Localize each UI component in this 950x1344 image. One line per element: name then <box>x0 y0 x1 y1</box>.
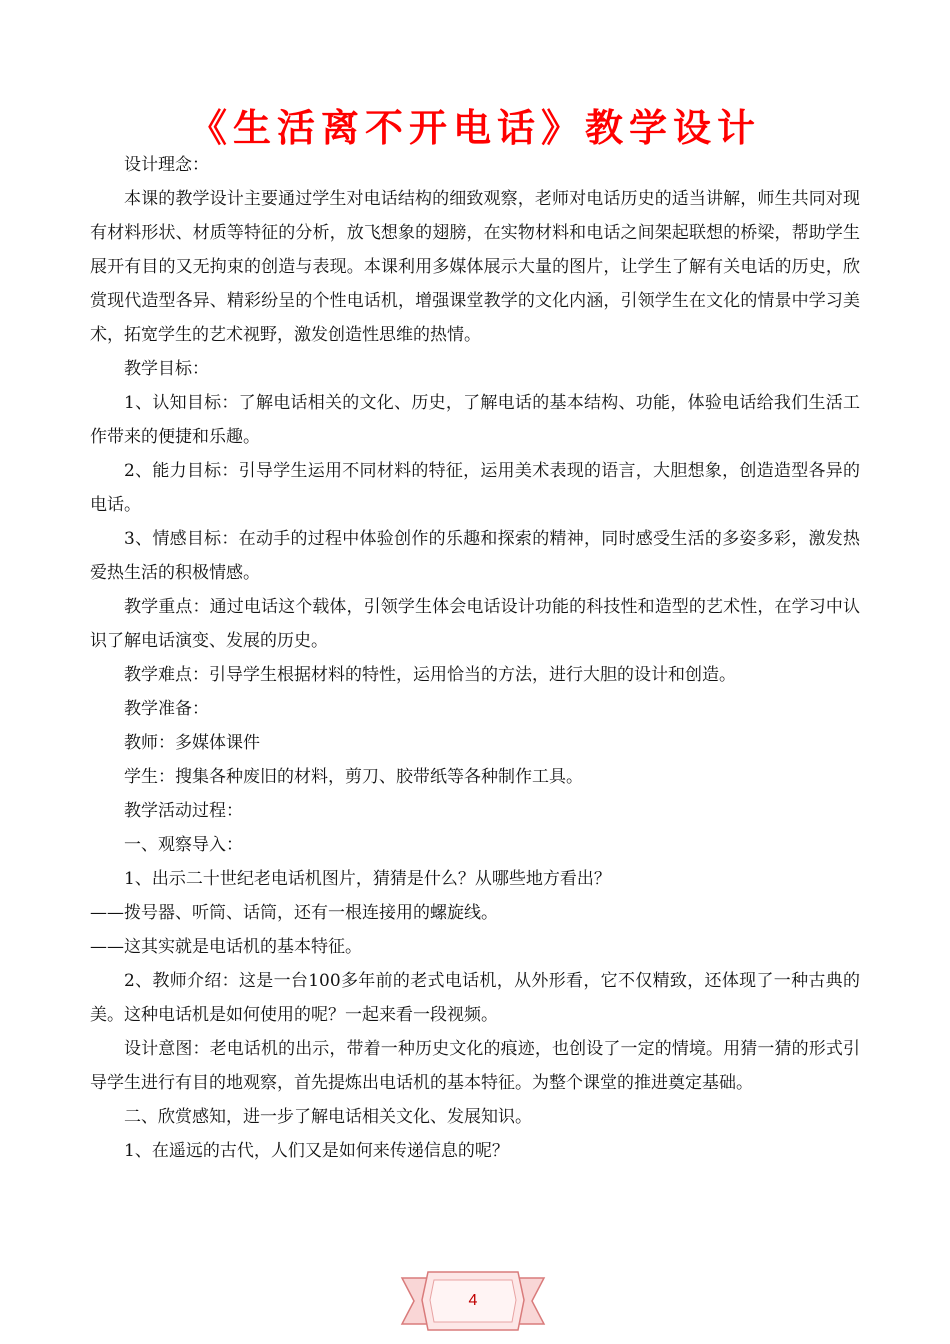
paragraph-answer-1: ——拨号器、听筒、话筒，还有一根连接用的螺旋线。 <box>90 903 498 923</box>
paragraph-design-concept: 本课的教学设计主要通过学生对电话结构的细致观察，老师对电话历史的适当讲解，师生共同对现有材料形状、材质等特征的分析，放飞想象的翅膀，在实物材料和电话之间架起联想的桥梁，帮助学生展开有目的又无拘束的创造与表现。本课利用多媒体展示大量的图片，让学生了解有关电话的历史，欣赏现代造型各异、精彩纷呈的个性电话机，增强课堂教学的文化内涵，引领学生在文化的情景中学习美术，拓宽学生的艺术视野，激发创造性思维的热情。 <box>90 189 860 345</box>
heading-preparation: 教学准备： <box>124 699 209 719</box>
document-title: 《生活离不开电话》教学设计 <box>188 106 761 150</box>
paragraph-design-intent: 设计意图：老电话机的出示，带着一种历史文化的痕迹，也创设了一定的情境。用猜一猜的形式引导学生进行有目的地观察，首先提炼出电话机的基本特征。为整个课堂的推进奠定基础。 <box>90 1039 860 1093</box>
page-number: 4 <box>468 1292 478 1309</box>
paragraph-teacher-prep: 教师：多媒体课件 <box>124 733 260 753</box>
heading-section-2: 二、欣赏感知，进一步了解电话相关文化、发展知识。 <box>124 1107 532 1127</box>
paragraph-goal-cognitive: 1、认知目标：了解电话相关的文化、历史，了解电话的基本结构、功能，体验电话给我们生活工作带来的便捷和乐趣。 <box>90 393 860 447</box>
paragraph-goal-emotion: 3、情感目标：在动手的过程中体验创作的乐趣和探索的精神，同时感受生活的多姿多彩，激发热爱热生活的积极情感。 <box>90 529 860 583</box>
heading-design-concept: 设计理念： <box>124 155 209 175</box>
paragraph-key-point: 教学重点：通过电话这个载体，引领学生体会电话设计功能的科技性和造型的艺术性，在学习中认识了解电话演变、发展的历史。 <box>90 597 860 651</box>
heading-process: 教学活动过程： <box>124 801 243 821</box>
heading-section-1: 一、观察导入： <box>124 835 243 855</box>
paragraph-step-2: 2、教师介绍：这是一台100多年前的老式电话机，从外形看，它不仅精致，还体现了一种古典的美。这种电话机是如何使用的呢？一起来看一段视频。 <box>90 971 860 1025</box>
paragraph-answer-2: ——这其实就是电话机的基本特征。 <box>90 937 362 957</box>
heading-teaching-goals: 教学目标： <box>124 359 209 379</box>
page-number-badge <box>398 1270 548 1332</box>
document-body <box>90 148 860 1168</box>
paragraph-student-prep: 学生：搜集各种废旧的材料，剪刀、胶带纸等各种制作工具。 <box>124 767 583 787</box>
paragraph-step-2-1: 1、在遥远的古代，人们又是如何来传递信息的呢？ <box>124 1141 509 1161</box>
paragraph-step-1: 1、出示二十世纪老电话机图片，猜猜是什么？从哪些地方看出？ <box>124 869 611 889</box>
paragraph-goal-ability: 2、能力目标：引导学生运用不同材料的特征，运用美术表现的语言，大胆想象，创造造型各异的电话。 <box>90 461 860 515</box>
paragraph-difficulty: 教学难点：引导学生根据材料的特性，运用恰当的方法，进行大胆的设计和创造。 <box>124 665 736 685</box>
